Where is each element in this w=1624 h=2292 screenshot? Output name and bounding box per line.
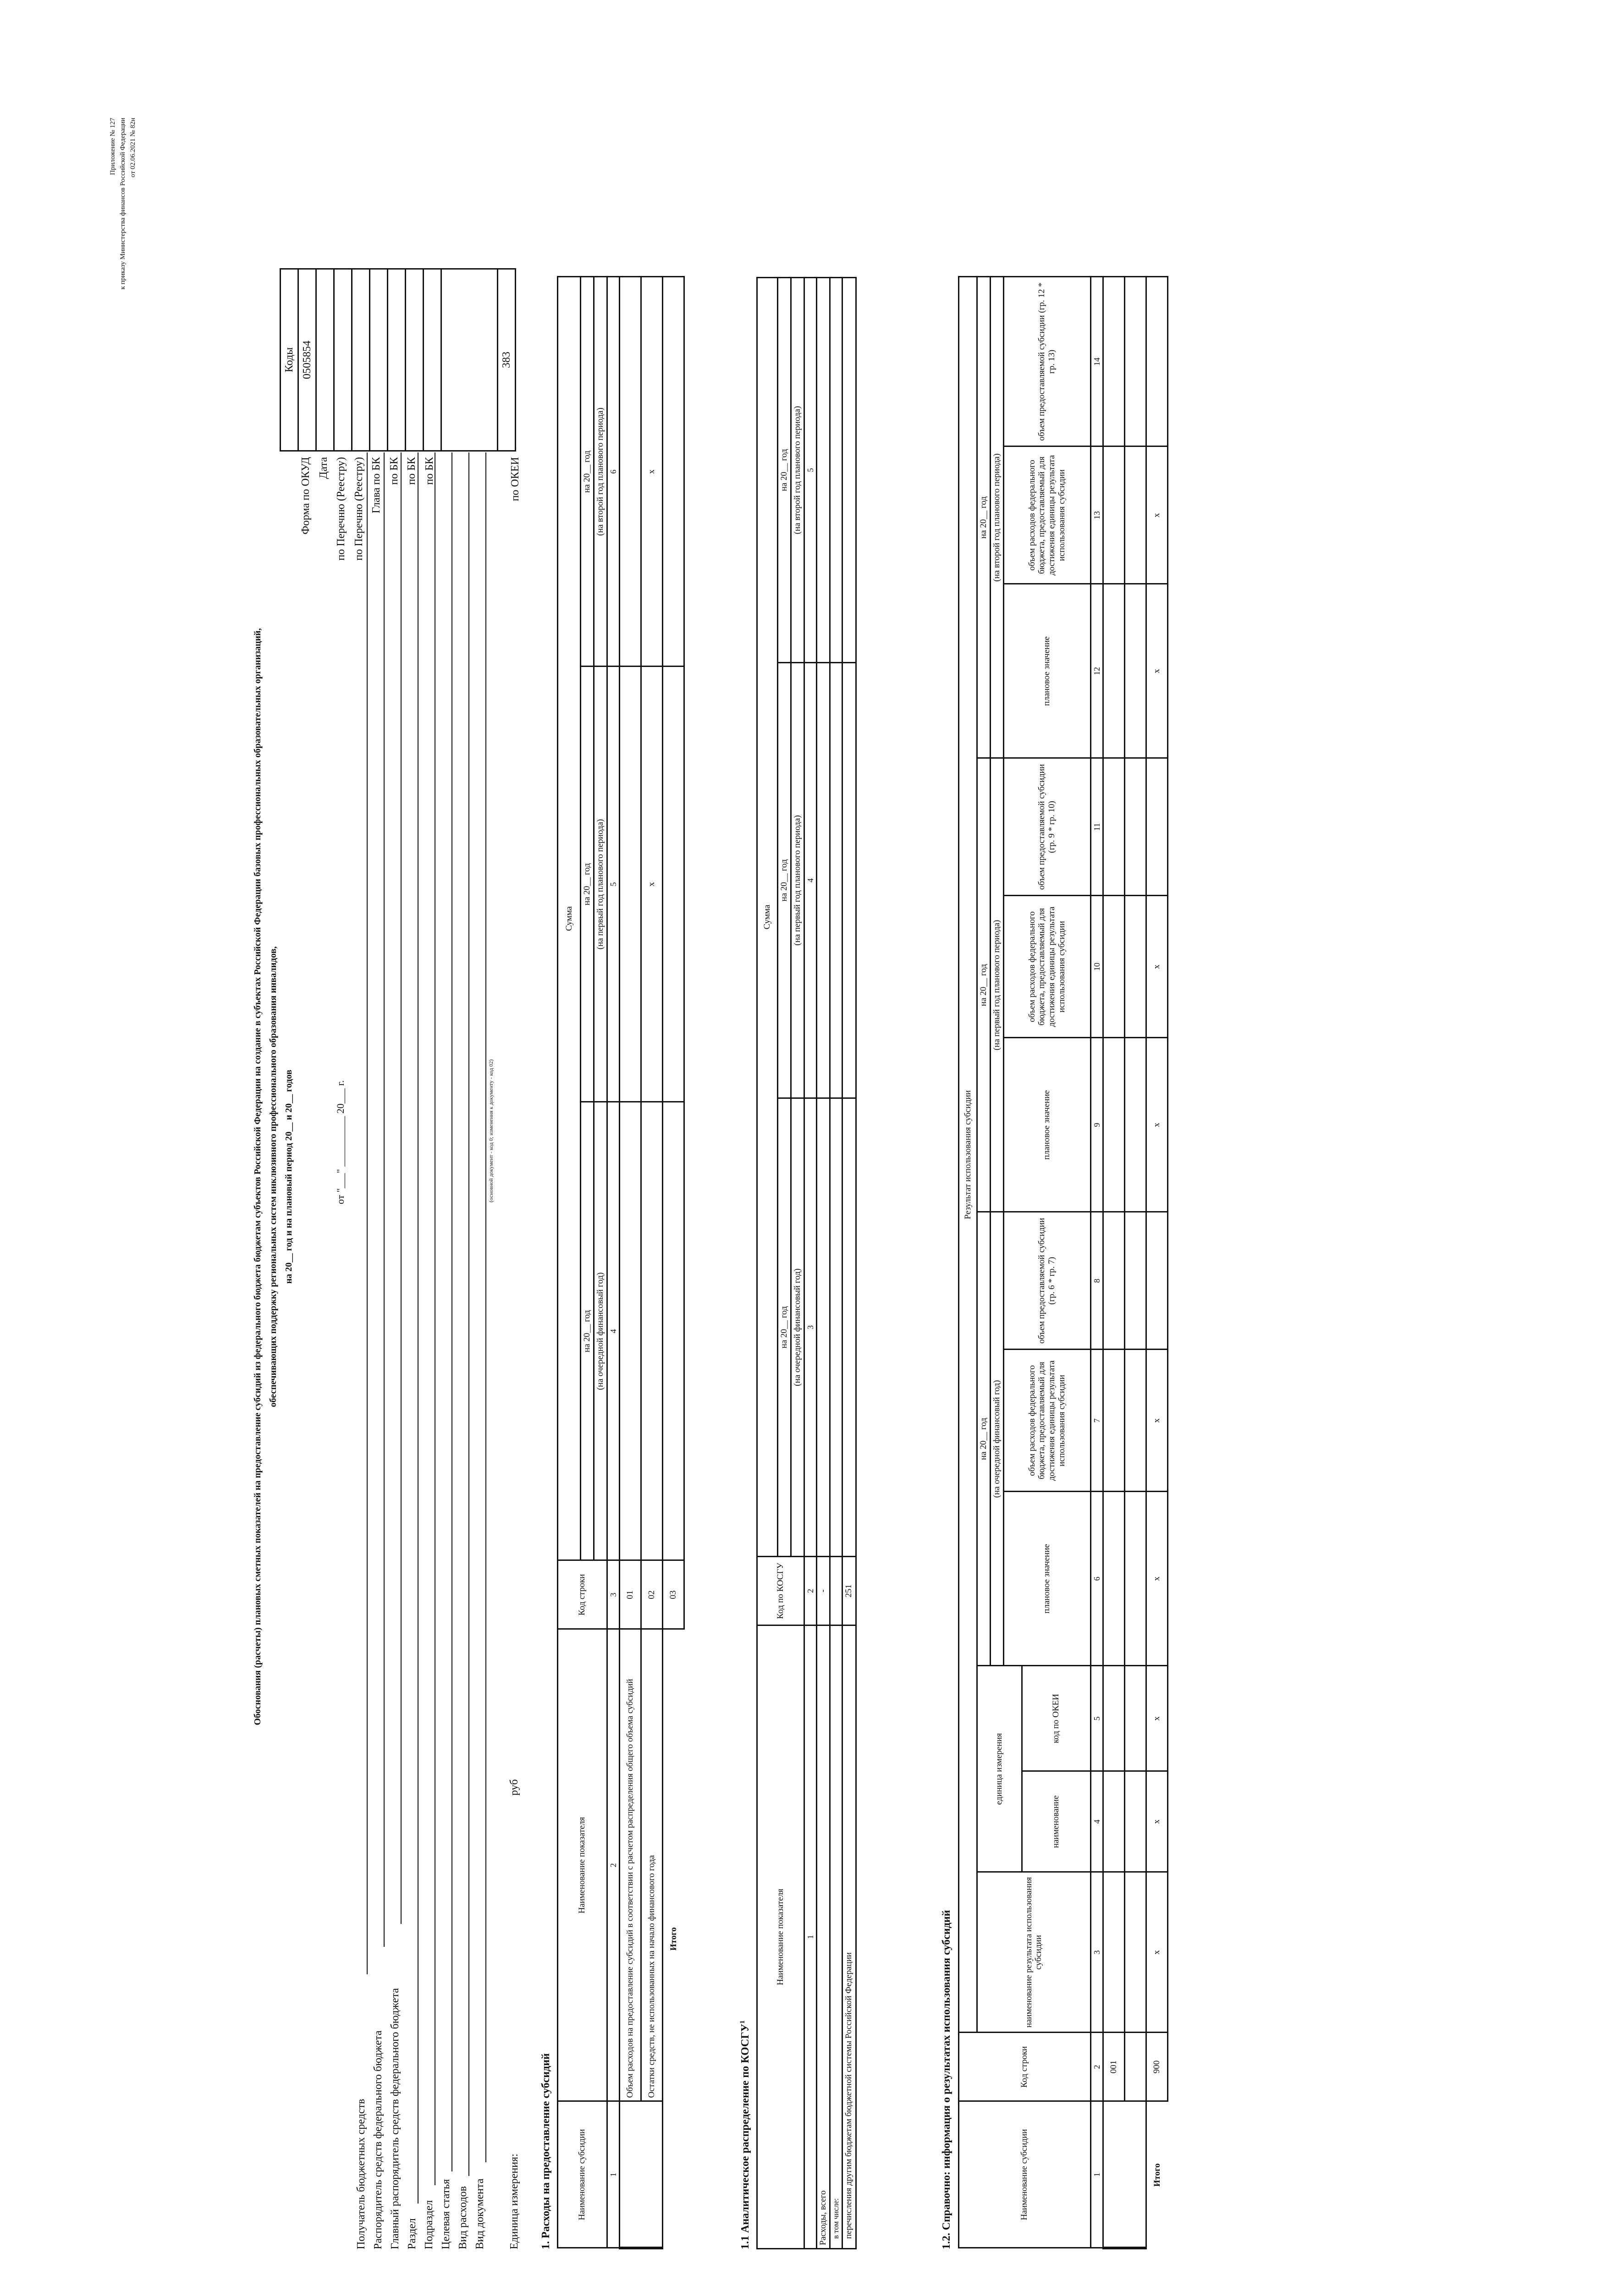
document-type-note: (основной документ - код 0; изменения к документу - код 02)	[488, 1059, 494, 1202]
s12-r2-c4[interactable]	[1125, 1771, 1146, 1872]
s12-colnum: 14	[1090, 277, 1103, 446]
s12-r1-c12[interactable]	[1103, 584, 1125, 758]
section11-title	[739, 2020, 752, 2249]
code-blank	[441, 269, 498, 451]
s1-hdr-indicator: Наименование показателя	[558, 1629, 607, 2101]
s12-colnum: 9	[1090, 1038, 1103, 1212]
s12-r1-c14[interactable]	[1103, 277, 1125, 446]
s12-colnum: 7	[1090, 1350, 1103, 1492]
code-okud[interactable]: 0505854	[298, 269, 316, 451]
annex-line-2: к приказу Министерства финансов Российской Федерации	[119, 118, 127, 290]
section1-table	[557, 276, 685, 2250]
s1-hdr-y1: на 20__ год	[581, 1102, 594, 1560]
s12-colnum: 1	[1090, 2101, 1103, 2248]
section11-title-text: 1.1 Аналитическое распределение по КОСГУ	[739, 2023, 751, 2249]
s1-row2-v2[interactable]: x	[641, 667, 663, 1102]
s12-hdr-planned-2: плановое значение	[1003, 1038, 1090, 1212]
s1-colnum: 6	[607, 277, 620, 667]
s12-colnum: 8	[1090, 1212, 1103, 1350]
code-bk-3[interactable]	[424, 269, 441, 451]
s1-colnum: 4	[607, 1102, 620, 1560]
s12-total-c3: x	[1146, 1872, 1168, 2033]
s12-r1-c13[interactable]	[1103, 446, 1125, 584]
s11-row2-indicator: в том числе:	[830, 1625, 842, 2249]
s12-total-c14[interactable]	[1146, 277, 1168, 446]
field-line-target-article[interactable]	[451, 452, 452, 2171]
title-line-1: Обоснования (расчеты) плановых сметных показателей на предоставление субсидий из федерального бюджета бюджетам субъектов Российской Федерации на создание в субъектах Российской Федерации базовых профессиональных образовательных организаций,	[253, 628, 263, 1725]
s11-colnum: 5	[804, 278, 817, 663]
code-label-date: Дата	[317, 457, 330, 479]
s11-hdr-indicator: Наименование показателя	[757, 1625, 804, 2249]
s12-hdr-y2: на 20__ год	[977, 758, 991, 1212]
s11-row2-v3[interactable]	[830, 278, 842, 663]
field-label-recipient: Получатель бюджетных средств	[355, 2099, 367, 2249]
annex-note	[108, 118, 138, 397]
s11-hdr-y1: на 20__ год	[778, 1098, 791, 1557]
s12-hdr-expense-2: объем расходов федерального бюджета, предоставляемый для достижения единицы результата использования субсидии	[1003, 896, 1090, 1038]
s12-hdr-volume-2: объем предоставляемой субсидии (гр. 9 * гр. 10)	[1003, 758, 1090, 896]
s1-row1-indicator: Объем расходов на предоставление субсидий в соответствии с расчетом распределения общего объема субсидий	[620, 1629, 641, 2101]
s12-hdr-subsidy: Наименование субсидии	[959, 2101, 1091, 2248]
s12-colnum: 10	[1090, 896, 1103, 1038]
s1-row2-code: 02	[641, 1560, 663, 1629]
s1-hdr-sum: Сумма	[558, 277, 581, 1560]
s11-colnum: 4	[804, 663, 817, 1098]
s11-hdr-y3: на 20__ год	[778, 278, 791, 663]
s1-hdr-subsidy: Наименование субсидии	[558, 2101, 607, 2248]
field-label-section: Раздел	[406, 2218, 418, 2249]
s1-row2-indicator: Остатки средств, не использованных на начало финансового года	[641, 1629, 663, 2101]
s1-hdr-y3: на 20__ год	[581, 277, 594, 667]
s1-hdr-row-code: Код строки	[558, 1560, 607, 1629]
s1-total-v3[interactable]	[663, 277, 684, 667]
s12-hdr-volume-1: объем предоставляемой субсидии (гр. 6 * гр. 7)	[1003, 1212, 1090, 1350]
s11-hdr-sum: Сумма	[757, 278, 778, 1557]
field-label-expense-type: Вид расходов	[457, 2186, 469, 2249]
s1-subsidy-cell[interactable]	[620, 2101, 663, 2248]
s12-hdr-y3-sub: (на второй год планового периода)	[990, 277, 1003, 758]
s11-row3-v1[interactable]	[842, 1098, 856, 1557]
s11-row2-kosgu	[830, 1557, 842, 1625]
s11-colnum: 2	[804, 1557, 817, 1625]
s12-hdr-expense-3: объем расходов федерального бюджета, предоставляемый для достижения единицы результата использования субсидии	[1003, 446, 1090, 584]
s1-total-v2[interactable]	[663, 667, 684, 1102]
s12-r2-c8[interactable]	[1125, 1212, 1146, 1350]
s11-row2-v1[interactable]	[830, 1098, 842, 1557]
s1-colnum: 5	[607, 667, 620, 1102]
s12-hdr-planned-3: плановое значение	[1003, 584, 1090, 758]
s11-row1-v3[interactable]	[817, 278, 830, 663]
s12-hdr-y1-sub: (на очередной финансовый год)	[990, 1212, 1003, 1666]
s12-r1-c10[interactable]	[1103, 896, 1125, 1038]
s1-row1-code: 01	[620, 1560, 641, 1629]
s12-r2-c13[interactable]	[1125, 446, 1146, 584]
s1-hdr-y1-sub: (на очередной финансовый год)	[594, 1102, 607, 1560]
s12-r1-c5[interactable]	[1103, 1666, 1125, 1771]
code-register-2[interactable]	[352, 269, 370, 451]
s12-hdr-expense-1: объем расходов федерального бюджета, предоставляемый для достижения единицы результата использования субсидии	[1003, 1350, 1090, 1492]
s11-hdr-y2: на 20__ год	[778, 663, 791, 1098]
field-label-subsection: Подраздел	[423, 2200, 435, 2249]
s1-total-v1[interactable]	[663, 1102, 684, 1560]
s12-total-c5: x	[1146, 1666, 1168, 1771]
s12-r2-c3[interactable]	[1125, 1872, 1146, 2033]
table-row	[1125, 277, 1146, 2248]
s12-row2-code	[1125, 2033, 1146, 2101]
unit-label: Единица измерения:	[508, 2154, 520, 2249]
s12-r2-c9[interactable]	[1125, 1038, 1146, 1212]
s1-hdr-y2: на 20__ год	[581, 667, 594, 1102]
title-line-3: на 20__ год и на плановый период 20__ и 20__ годов	[284, 1069, 294, 1284]
s12-hdr-unit: единица измерения	[977, 1666, 1022, 1872]
s12-hdr-result: Результат использования субсидии	[959, 277, 977, 2033]
table-row	[620, 277, 641, 2248]
section12-table	[958, 276, 1168, 2249]
field-line-chief-manager[interactable]	[401, 452, 402, 1924]
s11-row2-v2[interactable]	[830, 663, 842, 1098]
s12-total-code: 900	[1146, 2033, 1168, 2101]
code-label-bk-1: по БК	[388, 457, 400, 485]
s12-colnum: 5	[1090, 1666, 1103, 1771]
field-label-chief-manager: Главный распорядитель средств федерального бюджета	[389, 1988, 401, 2249]
s12-total-c12: x	[1146, 584, 1168, 758]
field-label-manager: Распорядитель средств федерального бюджета	[372, 2030, 384, 2249]
code-label-chapter: Глава по БК	[370, 457, 382, 513]
s1-colnum: 2	[607, 1629, 620, 2101]
table-row	[830, 278, 842, 2249]
unit-value: руб	[508, 1779, 520, 1796]
s12-colnum: 11	[1090, 758, 1103, 896]
s12-total-c8[interactable]	[1146, 1212, 1168, 1350]
code-bk-1[interactable]	[388, 269, 406, 451]
s1-row1-v2[interactable]	[620, 667, 641, 1102]
title-line-2: обеспечивающих поддержку региональных систем инклюзивного профессионального образования инвалидов,	[268, 946, 278, 1407]
field-label-document-type: Вид документа	[474, 2178, 486, 2249]
s12-r1-c4[interactable]	[1103, 1771, 1125, 1872]
code-labels	[297, 457, 438, 567]
s12-hdr-y3: на 20__ год	[977, 277, 991, 758]
code-register-1[interactable]	[334, 269, 352, 451]
s11-row3-indicator: перечисления другим бюджетам бюджетной системы Российской Федерации	[842, 1625, 856, 2249]
s12-hdr-y1: на 20__ год	[977, 1212, 991, 1666]
s12-r1-c11[interactable]	[1103, 758, 1125, 896]
section11-table	[756, 277, 857, 2249]
code-date[interactable]	[316, 269, 334, 451]
code-label-register-1: по Перечню (Реестру)	[335, 457, 347, 561]
s12-total-c13: x	[1146, 446, 1168, 584]
codes-table	[280, 268, 516, 452]
s11-row1-indicator: Расходы, всего	[817, 1625, 830, 2249]
code-label-bk-3: по БК	[423, 457, 435, 485]
field-line-document-type[interactable]	[485, 452, 486, 2162]
s11-row3-v2[interactable]	[842, 663, 856, 1098]
s1-col-numbers	[607, 277, 620, 2248]
code-label-okei: по ОКЕИ	[509, 457, 521, 501]
s12-hdr-planned-1: плановое значение	[1003, 1492, 1090, 1666]
s12-r2-c12[interactable]	[1125, 584, 1146, 758]
s12-hdr-volume-3: объем предоставляемой субсидии (гр. 12 * гр. 13)	[1003, 277, 1090, 446]
code-chapter[interactable]	[370, 269, 388, 451]
s12-colnum: 13	[1090, 446, 1103, 584]
s11-hdr-y1-sub: (на очередной финансовый год)	[791, 1098, 804, 1557]
s12-subsidy-cell[interactable]	[1103, 2101, 1146, 2248]
s11-row1-v2[interactable]	[817, 663, 830, 1098]
code-label-okud: Форма по ОКУД	[300, 457, 312, 534]
s12-colnum: 4	[1090, 1771, 1103, 1872]
code-label-bk-2: по БК	[406, 457, 418, 485]
table-row	[817, 278, 830, 2249]
s12-total-label: Итого	[1146, 2101, 1168, 2248]
s12-hdr-result-name: наименование результата использования субсидии	[977, 1872, 1091, 2033]
code-label-register-2: по Перечню (Реестру)	[352, 457, 365, 561]
s12-row1-code: 001	[1103, 2033, 1125, 2101]
s1-colnum: 3	[607, 1560, 620, 1629]
s12-total-c11[interactable]	[1146, 758, 1168, 896]
s12-total-c4: x	[1146, 1771, 1168, 1872]
field-line-recipient[interactable]	[367, 452, 368, 1974]
annex-line-1: Приложение № 127	[109, 118, 116, 175]
codes-header: Коды	[281, 269, 298, 451]
s12-r2-c7[interactable]	[1125, 1350, 1146, 1492]
annex-line-3: от 02.06.2021 № 82н	[129, 118, 137, 177]
s12-hdr-y2-sub: (на первый год планового периода)	[990, 758, 1003, 1212]
s11-colnum: 1	[804, 1625, 817, 2249]
s12-hdr-unit-okei: код по ОКЕИ	[1022, 1666, 1090, 1771]
s11-row3-v3[interactable]	[842, 278, 856, 663]
s1-total-label: Итого	[663, 1629, 684, 2248]
field-line-expense-type[interactable]	[468, 452, 469, 2176]
s1-total-code: 03	[663, 1560, 684, 1629]
table-row	[842, 278, 856, 2249]
section11-footnote-mark: 1	[739, 2020, 746, 2024]
s12-r2-c5[interactable]	[1125, 1666, 1146, 1771]
s12-colnum: 12	[1090, 584, 1103, 758]
s12-r1-c9[interactable]	[1103, 1038, 1125, 1212]
table-row-total	[1146, 277, 1168, 2248]
s1-row1-v3[interactable]	[620, 277, 641, 667]
s11-col-numbers	[804, 278, 817, 2249]
table-row-total	[663, 277, 684, 2248]
date-line: от "___" __________ 20___ г.	[335, 1080, 346, 1204]
table-row	[641, 277, 663, 2248]
s12-r1-c3[interactable]	[1103, 1872, 1125, 2033]
code-bk-2[interactable]	[406, 269, 424, 451]
s1-colnum: 1	[607, 2101, 620, 2248]
s12-r2-c11[interactable]	[1125, 758, 1146, 896]
field-line-manager[interactable]	[384, 452, 385, 1947]
field-label-target-article: Целевая статья	[440, 2179, 452, 2249]
s12-hdr-row-code: Код строки	[959, 2033, 1091, 2101]
s12-col-numbers	[1090, 277, 1103, 2248]
s11-row1-v1[interactable]	[817, 1098, 830, 1557]
s12-r1-c8[interactable]	[1103, 1212, 1125, 1350]
s11-hdr-y2-sub: (на первый год планового периода)	[791, 663, 804, 1098]
s1-row2-v3[interactable]: x	[641, 277, 663, 667]
s11-hdr-y3-sub: (на второй год планового периода)	[791, 278, 804, 663]
s12-r1-c7[interactable]	[1103, 1350, 1125, 1492]
s12-colnum: 3	[1090, 1872, 1103, 2033]
section12-title: 1.2. Справочно: информация о результатах использования субсидий	[941, 1910, 952, 2249]
s12-total-c10: x	[1146, 896, 1168, 1038]
s12-total-c9: x	[1146, 1038, 1168, 1212]
s11-colnum: 3	[804, 1098, 817, 1557]
s12-r1-c6[interactable]	[1103, 1492, 1125, 1666]
s1-row2-v1[interactable]	[641, 1102, 663, 1560]
s12-colnum: 2	[1090, 2033, 1103, 2101]
s12-r2-c6[interactable]	[1125, 1492, 1146, 1666]
s11-row1-kosgu: -	[817, 1557, 830, 1625]
s1-hdr-y2-sub: (на первый год планового периода)	[594, 667, 607, 1102]
s12-colnum: 6	[1090, 1492, 1103, 1666]
s12-hdr-unit-name: наименование	[1022, 1771, 1090, 1872]
code-okei[interactable]: 383	[498, 269, 516, 451]
section1-title: 1. Расходы на предоставление субсидий	[540, 2053, 552, 2249]
s12-r2-c10[interactable]	[1125, 896, 1146, 1038]
s1-hdr-y3-sub: (на второй год планового периода)	[594, 277, 607, 667]
s1-row1-v1[interactable]	[620, 1102, 641, 1560]
s12-total-c7: x	[1146, 1350, 1168, 1492]
table-row	[1103, 277, 1125, 2248]
s12-r2-c14[interactable]	[1125, 277, 1146, 446]
s11-row3-kosgu: 251	[842, 1557, 856, 1625]
s11-hdr-kosgu: Код по КОСГУ	[757, 1557, 804, 1625]
s12-total-c6: x	[1146, 1492, 1168, 1666]
